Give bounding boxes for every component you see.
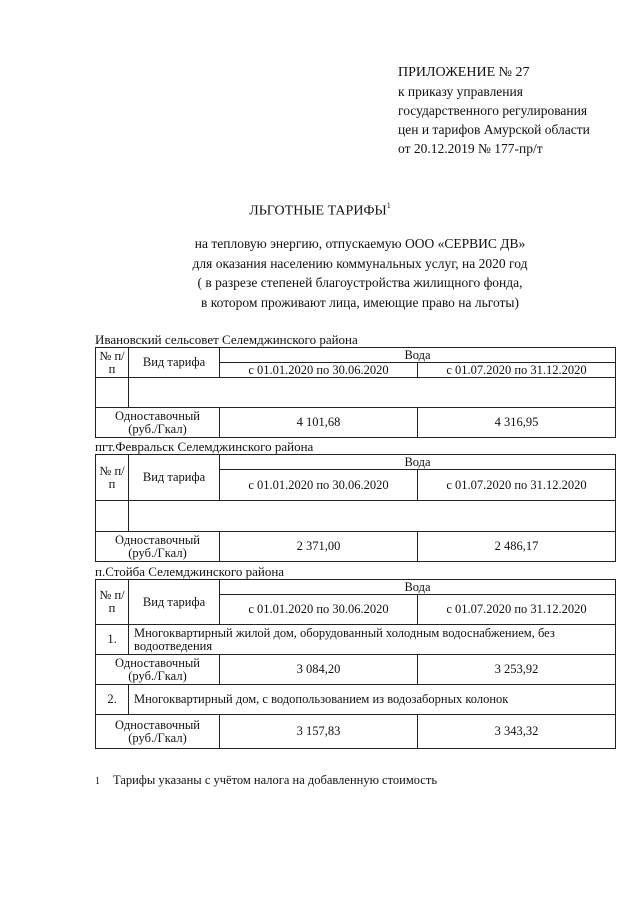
- footnote: [95, 773, 437, 788]
- tariff-label: Одноставочный (руб./Гкал): [96, 532, 220, 562]
- tariff-label: Одноставочный (руб./Гкал): [96, 715, 220, 749]
- tariff-table: [95, 579, 616, 749]
- blank-cell: [96, 378, 129, 408]
- tariff-value-period-1: 4 101,68: [220, 408, 418, 438]
- tariff-value-period-2: 3 253,92: [418, 655, 616, 685]
- group-description: Многоквартирный жилой дом, оборудованный холодным водоснабжением, без водоотведения: [129, 625, 616, 655]
- blank-cell: [96, 501, 129, 532]
- subtitle-line: для оказания населению коммунальных услуг, на 2020 год: [192, 255, 528, 271]
- tariff-section-ivanovsky: [95, 333, 615, 438]
- header-period-1: с 01.01.2020 по 30.06.2020: [220, 595, 418, 625]
- header-water: Вода: [220, 348, 616, 363]
- subtitle-line: на тепловую энергию, отпускаемую ООО «СЕРВИС ДВ»: [194, 236, 526, 251]
- group-number: 1.: [96, 625, 129, 655]
- header-period-1: с 01.01.2020 по 30.06.2020: [220, 470, 418, 501]
- blank-cell: [129, 378, 616, 408]
- tariff-section-stoyba: [95, 565, 615, 749]
- footnote-mark: 1: [95, 776, 100, 787]
- header-num: № п/п: [96, 580, 129, 625]
- document-title-text: ЛЬГОТНЫЕ ТАРИФЫ: [249, 203, 387, 219]
- appendix-line: от 20.12.2019 № 177-пр/т: [398, 141, 543, 156]
- subtitle-line: ( в разрезе степеней благоустройства жилищного фонда,: [197, 275, 523, 290]
- header-period-2: с 01.07.2020 по 31.12.2020: [418, 470, 616, 501]
- tariff-table: [95, 454, 616, 562]
- footnote-text: Тарифы указаны с учётом налога на добавленную стоимость: [113, 773, 438, 787]
- header-water: Вода: [220, 455, 616, 470]
- appendix-line: цен и тарифов Амурской области: [398, 122, 590, 137]
- header-num: № п/п: [96, 455, 129, 501]
- section-caption: Ивановский сельсовет Селемджинского района: [95, 332, 358, 347]
- document-subtitle: [0, 234, 640, 312]
- tariff-value-period-2: 2 486,17: [418, 532, 616, 562]
- group-description: Многоквартирный дом, с водопользованием из водозаборных колонок: [129, 685, 616, 715]
- appendix-block: [398, 63, 590, 158]
- tariff-value-period-1: 2 371,00: [220, 532, 418, 562]
- blank-cell: [129, 501, 616, 532]
- header-tariff-type: Вид тарифа: [129, 580, 220, 625]
- header-period-1: с 01.01.2020 по 30.06.2020: [220, 363, 418, 378]
- appendix-title: ПРИЛОЖЕНИЕ № 27: [398, 65, 530, 80]
- tariff-value-period-1: 3 157,83: [220, 715, 418, 749]
- subtitle-line: в котором проживают лица, имеющие право на льготы): [201, 294, 519, 310]
- header-num: № п/п: [96, 348, 129, 378]
- header-tariff-type: Вид тарифа: [129, 348, 220, 378]
- tariff-label: Одноставочный (руб./Гкал): [96, 655, 220, 685]
- tariff-section-fevralsk: [95, 440, 615, 562]
- header-water: Вода: [220, 580, 616, 595]
- section-caption: п.Стойба Селемджинского района: [95, 564, 285, 579]
- section-caption: пгт.Февральск Селемджинского района: [95, 439, 314, 454]
- document-title: [0, 202, 640, 220]
- appendix-line: государственного регулирования: [398, 103, 588, 118]
- header-period-2: с 01.07.2020 по 31.12.2020: [418, 363, 616, 378]
- group-number: 2.: [96, 685, 129, 715]
- appendix-line: к приказу управления: [398, 84, 523, 99]
- tariff-table: [95, 347, 616, 438]
- tariff-value-period-1: 3 084,20: [220, 655, 418, 685]
- header-period-2: с 01.07.2020 по 31.12.2020: [418, 595, 616, 625]
- header-tariff-type: Вид тарифа: [129, 455, 220, 501]
- tariff-value-period-2: 4 316,95: [418, 408, 616, 438]
- tariff-value-period-2: 3 343,32: [418, 715, 616, 749]
- footnote-ref: 1: [386, 201, 391, 210]
- tariff-label: Одноставочный (руб./Гкал): [96, 408, 220, 438]
